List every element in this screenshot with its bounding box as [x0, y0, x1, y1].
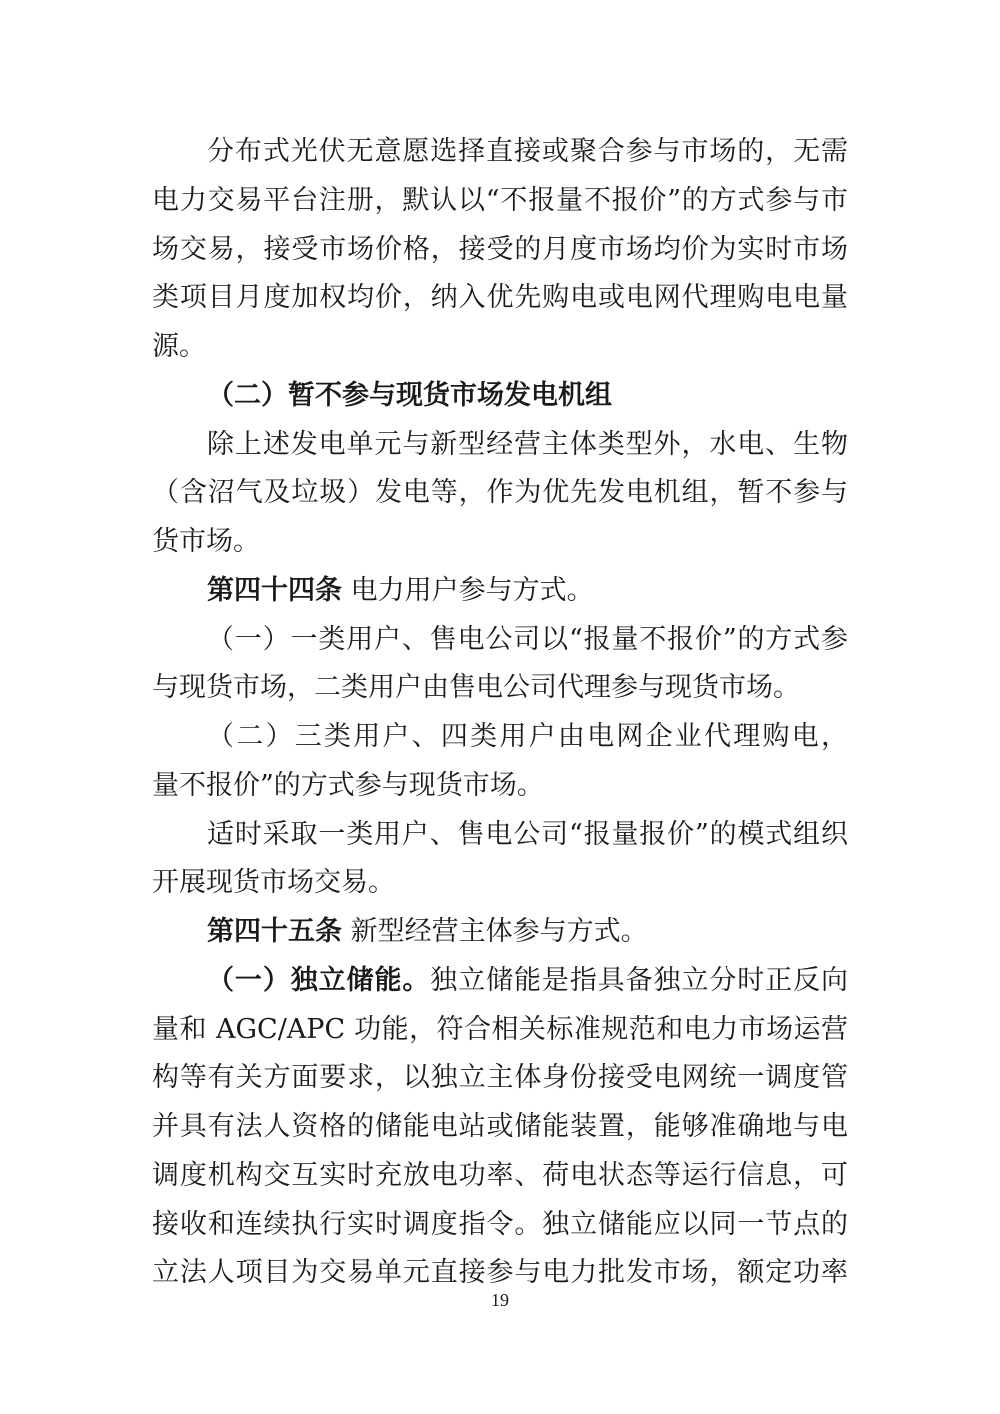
line-text: 分布式光伏无意愿选择直接或聚合参与市场的，无需 [207, 136, 848, 167]
line-text: 新型经营主体参与方式。 [342, 916, 648, 947]
line-text: 接收和连续执行实时调度指令。独立储能应以同一节点的 [152, 1208, 848, 1240]
bold-heading: 第四十五条 [207, 916, 342, 947]
page-number: 19 [491, 1290, 509, 1310]
text-line [152, 421, 848, 470]
line-text: 与现货市场，二类用户由售电公司代理参与现货市场。 [152, 672, 800, 704]
text-line [152, 128, 848, 177]
text-line [152, 274, 848, 323]
line-text: 量不报价”的方式参与现货市场。 [152, 769, 544, 801]
text-line [152, 177, 848, 226]
document-body [152, 128, 848, 1298]
bold-heading: （一）独立储能。 [207, 964, 431, 996]
bold-heading: 第四十四条 [207, 574, 342, 606]
line-text: 并具有法人资格的储能电站或储能装置，能够准确地与电 [152, 1111, 848, 1142]
line-text: 场交易，接受市场价格，接受的月度市场均价为实时市场 [152, 233, 848, 265]
text-line [152, 1201, 848, 1250]
text-line [152, 1103, 848, 1152]
text-line [152, 811, 848, 860]
text-line [152, 713, 848, 762]
line-text: 构等有关方面要求，以独立主体身份接受电网统一调度管 [152, 1062, 848, 1094]
text-line [152, 664, 848, 713]
line-text: 量和 AGC/APC 功能，符合相关标准规范和电力市场运营 [152, 1013, 848, 1045]
line-text: 独立储能是指具备独立分时正反向 [430, 964, 848, 996]
line-text: （二）三类用户、四类用户由电网企业代理购电， [207, 721, 848, 752]
text-line [152, 226, 848, 275]
line-text: 开展现货市场交易。 [152, 867, 395, 899]
text-line [152, 908, 848, 957]
text-line [152, 518, 848, 567]
text-line [152, 762, 848, 811]
text-line [152, 1152, 848, 1201]
line-text: （一）一类用户、售电公司以“报量不报价”的方式参 [207, 623, 848, 655]
line-text: 源。 [152, 331, 206, 362]
bold-heading: （二）暂不参与现货市场发电机组 [207, 379, 612, 411]
line-text: 类项目月度加权均价，纳入优先购电或电网代理购电电量 [152, 282, 848, 314]
text-line [152, 372, 848, 421]
line-text: 除上述发电单元与新型经营主体类型外，水电、生物 [207, 428, 848, 460]
line-text: 立法人项目为交易单元直接参与电力批发市场，额定功率 [152, 1257, 848, 1289]
text-line [152, 1054, 848, 1103]
text-line [152, 323, 848, 372]
text-line [152, 469, 848, 518]
text-line [152, 957, 848, 1006]
line-text: （含沼气及垃圾）发电等，作为优先发电机组，暂不参与 [152, 477, 848, 509]
text-line [152, 1006, 848, 1055]
text-line [152, 616, 848, 665]
line-text: 适时采取一类用户、售电公司“报量报价”的模式组织 [207, 818, 848, 850]
line-text: 调度机构交互实时充放电功率、荷电状态等运行信息，可 [152, 1159, 848, 1191]
text-line [152, 859, 848, 908]
text-line [152, 567, 848, 616]
line-text: 电力交易平台注册，默认以“不报量不报价”的方式参与市 [152, 184, 848, 216]
line-text: 货市场。 [152, 526, 260, 557]
line-text: 电力用户参与方式。 [342, 574, 594, 606]
